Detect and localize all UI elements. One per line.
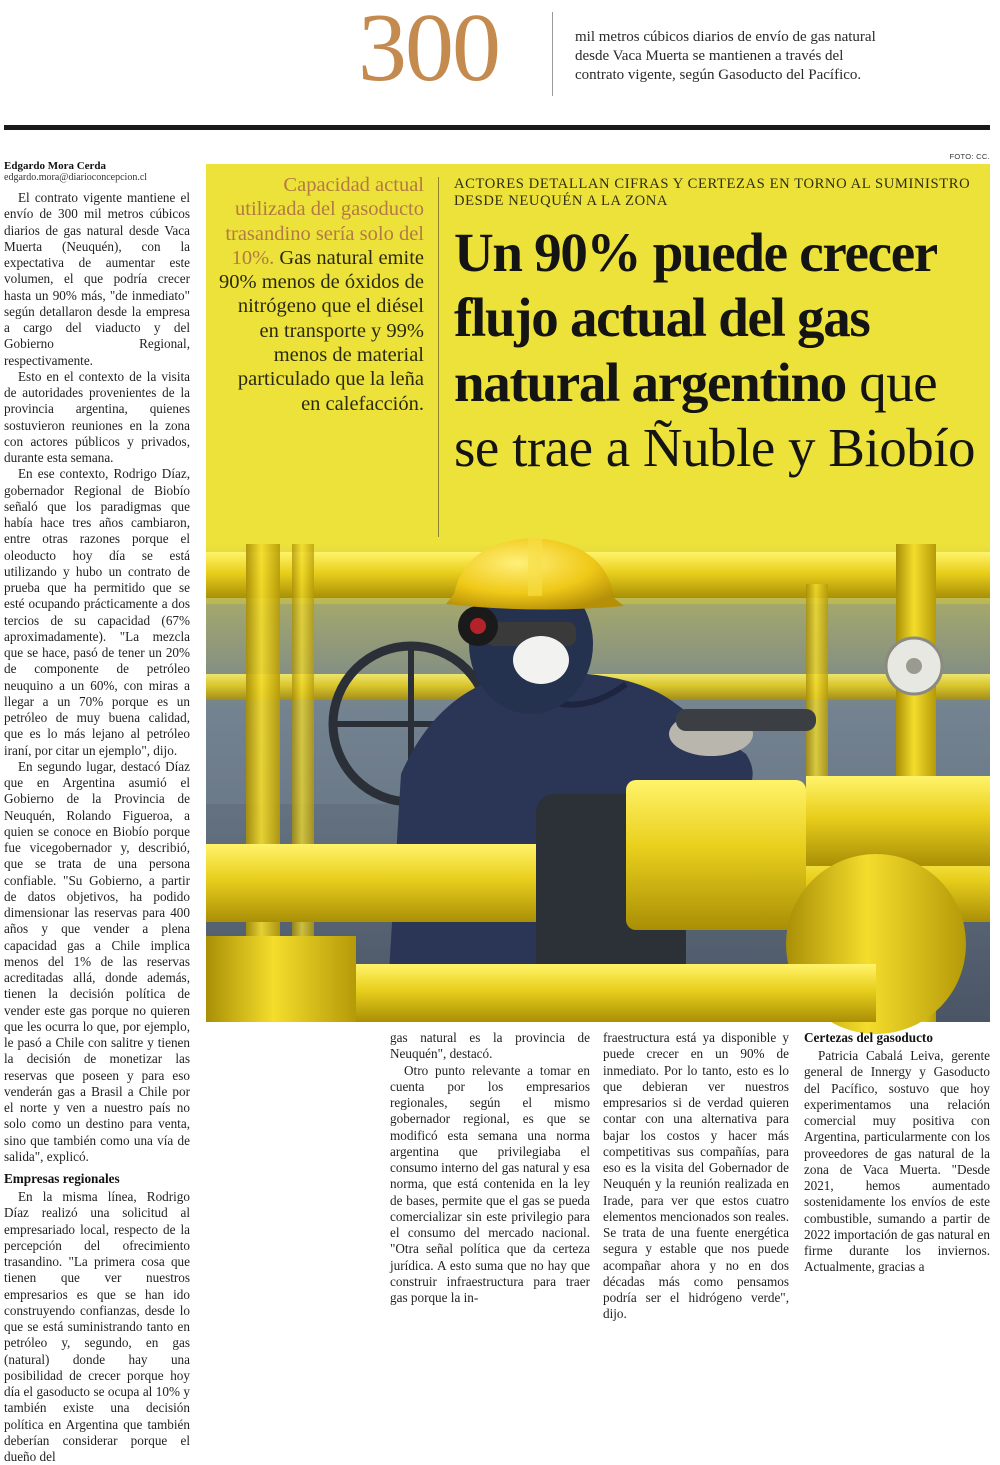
photo-credit: FOTO: CC. [949,152,990,161]
sidebar-callout [214,173,424,416]
subheading: Empresas regionales [4,1171,120,1186]
byline-email: edgardo.mora@diarioconcepcion.cl [4,172,148,183]
article-column-1 [4,190,190,1464]
article-column-4 [804,1030,990,1298]
paragraph: En ese contexto, Rodrigo Díaz, gobernador Regional de Biobío señaló que los paradigmas que había hace tres años cambiaron, entre otras razones porque el oleoducto hoy día se está utilizando y hubo un contrato de prueba que ha permitido que se esté ocupando prácticamente a dos tercios de su capacidad (67% aproximadamente). "La mezcla que se hace, pasó de tener un 20% de componente de petróleo neuquino a un 60%, con miras a llegar a un 70% porque es un petróleo de muy buena calidad, que es lo más lejano al petróleo iraní, por citar un ejemplo", dijo. [4,466,190,758]
panel-divider [438,177,439,537]
headline [454,220,984,480]
stat-divider [552,12,553,96]
worker-photo [206,544,990,1022]
sidebar-highlight: Capacidad actual utilizada del gasoducto trasandino sería solo del 10%. [225,174,424,269]
paragraph: fraestructura está ya disponible y puede crecer en un 90% de inmediato. Por lo tanto, esto es lo que debieran ver nuestros empresarios si de verdad quieren contar con una alternativa para bajar los costos y hacer más competitivas sus compañías, para eso es la visita del Gobernador de Neuquén y la reunión realizada en Irade, para ver que estos cuatro elementos mencionados son reales. Se trata de una fuente energética segura y estable que nos puede acompañar ahora y no en dos décadas más como pensamos podría ser el hidrógeno verde", dijo. [603,1030,789,1322]
subheading: Certezas del gasoducto [804,1030,933,1045]
article-column-2 [390,1030,590,1305]
stat-number: 300 [358,0,499,102]
paragraph: En la misma línea, Rodrigo Díaz realizó una solicitud al empresariado local, respecto de la percepción del ofrecimiento trasandino. "La primera cosa que tienen que ver nuestros empresarios es que se han ido construyendo confianzas, desde lo que se está suministrando tanto en petróleo y, segundo, en gas (natural) donde hay una posibilidad de crecer porque hoy día el gasoducto se ocupa al 10% y también existe una decisión política en Argentina que también deberían considerar porque el dueño del [4,1189,190,1464]
paragraph: El contrato vigente mantiene el envío de 300 mil metros cúbicos diarios de gas natural desde Vaca Muerta (Neuquén), con la expectativa de aumentar este volumen, el que podría crecer hasta un 90% más, "de inmediato" según detallaron desde la empresa a cargo del viaducto y del Gobierno Regional, respectivamente. [4,190,190,368]
top-rule [4,125,990,130]
headline-regular: que se trae a Ñuble y Biobío [454,352,976,478]
headline-bold: Un 90% puede crecer flujo actual del gas natural argentino [454,222,936,413]
paragraph: Otro punto relevante a tomar en cuenta por los empresarios regionales, según el mismo gobernador regional, es que se modificó esta semana una norma argentina que privilegiaba el consumo interno del gas natural y esa norma, que está contenida en la ley de bases, permite que el gas se pueda comercializar sin este privilegio para el consumo del mercado nacional. "Otra señal política que da certeza jurídica. A esto suma que no hay que construir infraestructura para traer gas porque la in- [390,1062,590,1305]
kicker: ACTORES DETALLAN CIFRAS Y CERTEZAS EN TORNO AL SUMINISTRO DESDE NEUQUÉN A LA ZONA [454,176,971,209]
paragraph: Patricia Cabalá Leiva, gerente general de Innergy y Gasoducto del Pacífico, sostuvo que hoy experimentamos una relación comercial muy positiva con Argentina, particularmente con los proveedores de gas natural de la zona de Vaca Muerta. "Desde 2021, hemos aumentado sostenidamente los envíos de este combustible, sumando a partir de 2022 importación de gas natural en firme durante los inviernos. Actualmente, gracias a [804,1048,990,1275]
paragraph: Esto en el contexto de la visita de autoridades provenientes de la provincia argentina, quienes sostuvieron reuniones en la zona con actores públicos y privados, durante esta semana. [4,368,190,465]
byline-name: Edgardo Mora Cerda [4,160,107,172]
stat-text: mil metros cúbicos diarios de envío de gas natural desde Vaca Muerta se mantienen a través del contrato vigente, según Gasoducto del Pacífico. [575,29,876,83]
paragraph: En segundo lugar, destacó Díaz que en Argentina asumió el Gobierno de la Provincia de Neuquén, Rolando Figueroa, a quien se conoce en Biobío porque fue vicegobernador y, describió, que se trata de una persona confiable. "Su Gobierno, a partir de datos objetivos, ha podido dimensionar las reservas para 400 años y que vender a plena capacidad gas a Chile implica menos del 1% de las reservas acreditadas allá, donde además, tienen la decisión política de vender este gas porque no quieren que les ocurra lo que, por ejemplo, le pasó a Chile con salitre y tienen la decisión de monetizar las reservas que poseen y para eso venderán gas a Brasil a Chile por el norte y ven a nuestro país no solo como un destino para venta, sino que también como una vía de salida", explicó. [4,758,190,1164]
sidebar-text: Gas natural emite 90% menos de óxidos de nitrógeno que el diésel en transporte y 99% menos de material particulado que la leña en calefacción. [219,246,424,415]
paragraph: gas natural es la provincia de Neuquén", destacó. [390,1030,590,1062]
article-column-3 [603,1030,789,1322]
